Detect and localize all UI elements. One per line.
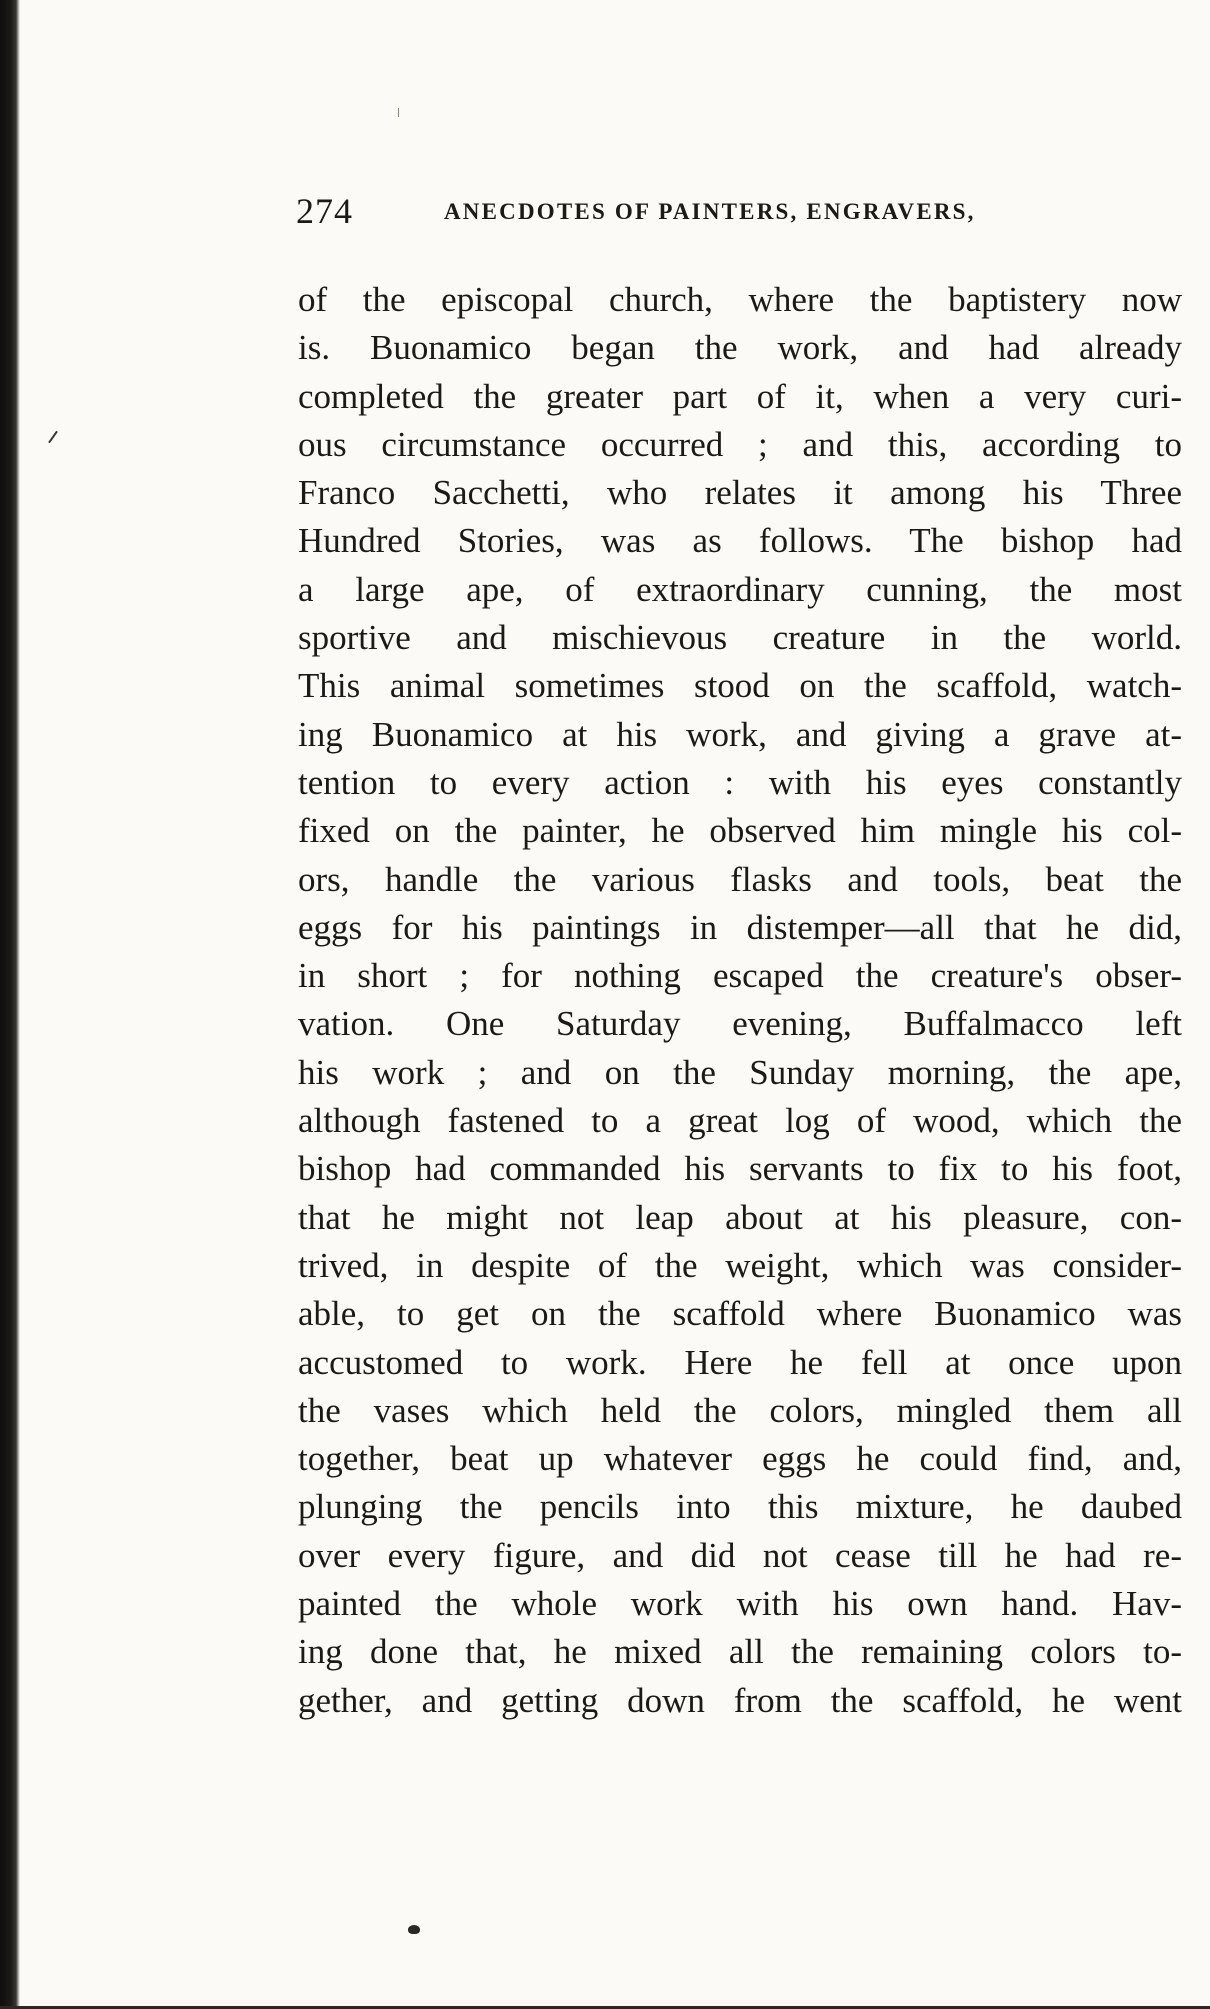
running-head	[296, 186, 1096, 236]
text-line: accustomed to work. Here he fell at once upon	[298, 1342, 1182, 1382]
text-line: a large ape, of extraordinary cunning, the most	[298, 569, 1182, 609]
text-line: of the episcopal church, where the baptistery now	[298, 280, 1182, 319]
text-line: over every figure, and did not cease till he had re-	[298, 1535, 1182, 1575]
text-line: trived, in despite of the weight, which was consider-	[298, 1245, 1182, 1285]
text-line: painted the whole work with his own hand. Hav-	[298, 1584, 1182, 1624]
body-text	[298, 276, 1182, 1725]
printer-ornament	[408, 1925, 420, 1934]
text-line: ing Buonamico at his work, and giving a grave at-	[298, 714, 1182, 754]
page-binding-edge	[0, 0, 20, 2009]
text-line: vation. One Saturday evening, Buffalmacco left	[298, 1004, 1182, 1044]
text-line: his work ; and on the Sunday morning, the ape,	[298, 1052, 1182, 1092]
text-line: fixed on the painter, he observed him mingle his col-	[298, 811, 1182, 851]
text-line: Franco Sacchetti, who relates it among his Three	[298, 473, 1182, 513]
text-line: ors, handle the various flasks and tools, beat the	[298, 859, 1182, 899]
text-line: ing done that, he mixed all the remaining colors to-	[298, 1632, 1182, 1672]
text-line: ous circumstance occurred ; and this, according to	[298, 424, 1182, 464]
page-number: 274	[296, 191, 353, 231]
text-line: Hundred Stories, was as follows. The bishop had	[298, 521, 1182, 561]
running-head-title: ANECDOTES OF PAINTERS, ENGRAVERS,	[444, 199, 976, 224]
text-line: plunging the pencils into this mixture, he daubed	[298, 1487, 1182, 1527]
text-line: completed the greater part of it, when a very curi-	[298, 376, 1182, 416]
text-line: eggs for his paintings in distemper—all that he did,	[298, 907, 1182, 947]
text-line: is. Buonamico began the work, and had already	[298, 328, 1182, 368]
text-line: sportive and mischievous creature in the world.	[298, 618, 1182, 658]
text-line: together, beat up whatever eggs he could find, and,	[298, 1439, 1182, 1479]
margin-mark	[398, 108, 399, 117]
margin-mark	[48, 431, 58, 444]
text-line: that he might not leap about at his pleasure, con-	[298, 1197, 1182, 1237]
text-line: gether, and getting down from the scaffold, he went	[298, 1680, 1182, 1720]
text-line: able, to get on the scaffold where Buonamico was	[298, 1294, 1182, 1334]
text-line: This animal sometimes stood on the scaffold, watch-	[298, 666, 1182, 706]
text-line: the vases which held the colors, mingled them all	[298, 1390, 1182, 1430]
text-line: although fastened to a great log of wood, which the	[298, 1101, 1182, 1141]
text-line: bishop had commanded his servants to fix to his foot,	[298, 1149, 1182, 1189]
text-line: in short ; for nothing escaped the creature's obser-	[298, 956, 1182, 996]
text-line: tention to every action : with his eyes constantly	[298, 762, 1182, 802]
